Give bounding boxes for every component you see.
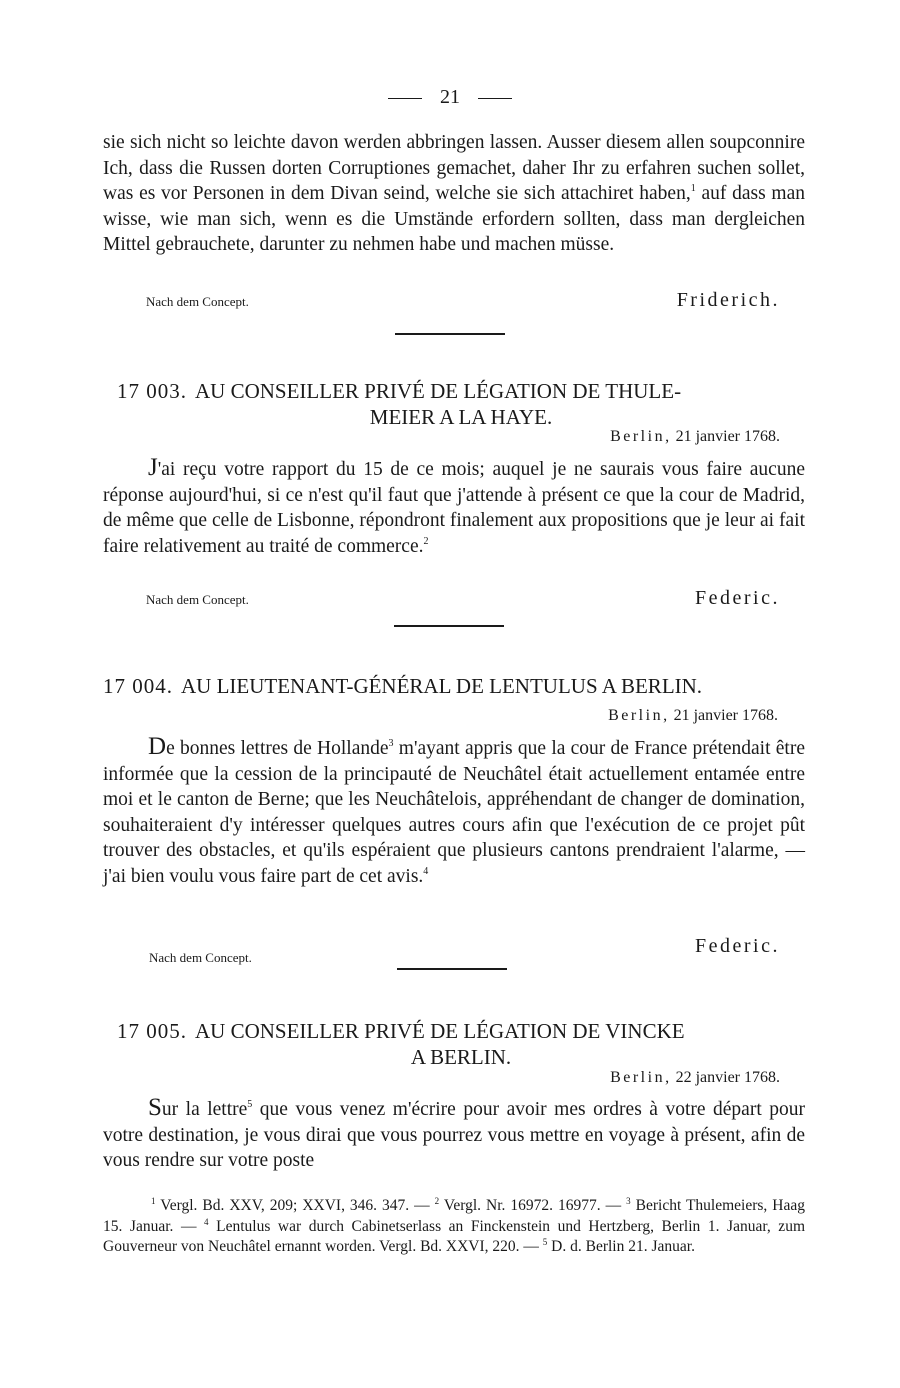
section-divider-2: [394, 625, 504, 627]
letter-17005-place: Berlin,: [610, 1069, 672, 1086]
letter-17004-text: m'ayant appris que la cour de France prétendait être informée que la cession de la principauté de Neuchâtel était actuellement entamée entre moi et le canton de Berne; que les Neuchâtelois, appréhendant de changer de domination, souhaiteraient d'y intéresser quelques autres cours afin que l'exécution de ce projet pût trouver des obstacles, et qu'ils espéraient que plusieurs cantons prendraient l'alarme, — j'ai bien voulu vous faire part de cet avis.: [103, 738, 805, 887]
header-dash-right: [478, 98, 512, 99]
footnote-4-text: Lentulus war durch Cabinetserlass an Finckenstein und Hertzberg, Berlin 1. Januar, zum Gouverneur von Neuchâtel ernannt worden. Vergl. Bd. XXVI, 220. —: [103, 1217, 805, 1255]
footnotes: [103, 1196, 805, 1258]
letter-17004-signature-line: [103, 930, 780, 965]
footnote-3-text: Bericht Thulemeiers, Haag 15. Januar. —: [103, 1197, 806, 1235]
letter-17005-initial: S: [148, 1094, 162, 1121]
letter-17004-signature: Federic.: [695, 935, 780, 957]
continuation-text-after: auf dass man wisse, wie man sich, wenn es die Umstände erfordern sollten, dass man dergleichen Mittel gebrauchete, darunter zu nehmen habe und machen müsse.: [103, 183, 805, 256]
continuation-signature: Friderich.: [676, 289, 780, 311]
letter-17004-initial: D: [148, 733, 167, 760]
letter-17003-number: 17 003.: [117, 379, 187, 403]
header-dash-left: [388, 98, 422, 99]
section-divider-3: [397, 968, 507, 970]
continuation-text: sie sich nicht so leichte davon werden abbringen lassen. Ausser diesem allen soupconnire Ich, dass die Russen dorten Corruptiones gemachet, daher Ihr zu erfahren suchen sollet, was es vor Personen in dem Divan seind, welche sie sich attachiret haben,: [103, 132, 805, 205]
letter-17004-number: 17 004.: [103, 674, 173, 698]
continuation-source: Nach dem Concept.: [146, 294, 249, 309]
letter-17003-source: Nach dem Concept.: [146, 592, 249, 607]
footnote-ref-5: 5: [247, 1099, 253, 1110]
footnote-2-text: Vergl. Nr. 16972. 16977. —: [439, 1197, 627, 1214]
footnote-5-text: D. d. Berlin 21. Januar.: [547, 1238, 695, 1255]
footnote-ref-1: 1: [690, 183, 696, 195]
continuation-signature-line: [103, 284, 780, 312]
letter-17005-date: 22 janvier 1768.: [675, 1069, 780, 1086]
letter-17005-body: [103, 1095, 805, 1174]
letter-17004-paragraph: [103, 734, 805, 890]
footnote-3-marker: 3: [626, 1196, 631, 1206]
footnote-2-marker: 2: [434, 1196, 440, 1206]
letter-17005-dateline: [610, 1069, 780, 1087]
letter-17005-title-line2: A BERLIN.: [410, 1045, 512, 1069]
letter-17005-paragraph: [103, 1095, 805, 1174]
letter-17003-signature: Federic.: [695, 587, 780, 609]
footnote-1-marker: 1: [151, 1196, 156, 1206]
footnote-4-marker: 4: [204, 1216, 209, 1227]
letter-17003-initial: J: [148, 454, 158, 481]
continuation-paragraph: [103, 130, 805, 258]
letter-17003-text: 'ai reçu votre rapport du 15 de ce mois; auquel je ne saurais vous faire aucune réponse aujourd'hui, si ce n'est qu'il faut que j'attende à présent ce que la cour de Madrid, de même que celle de Lisbonne, répondront finalement aux propositions que je leur ai fait faire relativement au traité de commerce.: [103, 459, 805, 557]
continuation-body: [103, 130, 805, 258]
letter-17003-paragraph: [103, 455, 805, 559]
letter-17003-date: 21 janvier 1768.: [675, 428, 780, 445]
letter-17004-body: [103, 734, 805, 890]
letter-17004-heading: [103, 673, 805, 699]
section-divider-1: [395, 333, 505, 335]
page-header: [0, 86, 900, 109]
letter-17005-number: 17 005.: [117, 1019, 187, 1043]
letter-17004-date: 21 janvier 1768.: [673, 707, 778, 724]
letter-17005-text: que vous venez m'écrire pour avoir mes ordres à votre départ pour votre destination, je vous dirai que vous pourrez vous mettre en voyage à présent, afin de vous rendre sur votre poste: [103, 1099, 805, 1172]
letter-17004-source: Nach dem Concept.: [149, 950, 252, 965]
letter-17003-title-line2: MEIER A LA HAYE.: [369, 405, 553, 429]
letter-17003-place: Berlin,: [610, 428, 672, 445]
footnote-ref-4: 4: [423, 865, 429, 877]
page-number: 21: [440, 86, 460, 108]
letter-17004-text-before: e bonnes lettres de Hollande: [166, 738, 389, 759]
letter-17004-title-line1: AU LIEUTENANT-GÉNÉRAL DE LENTULUS A BERLIN.: [181, 674, 703, 698]
letter-17003-heading: [103, 378, 805, 430]
letter-17005-title-line1: AU CONSEILLER PRIVÉ DE LÉGATION DE VINCKE: [195, 1019, 685, 1043]
letter-17004-place: Berlin,: [608, 707, 670, 724]
letter-17004-dateline: [608, 707, 778, 725]
footnote-ref-2: 2: [423, 535, 429, 547]
footnote-1-text: Vergl. Bd. XXV, 209; XXVI, 346. 347. —: [155, 1197, 435, 1214]
letter-17003-title-line1: AU CONSEILLER PRIVÉ DE LÉGATION DE THULE-: [195, 379, 682, 403]
letter-17003-body: [103, 455, 805, 559]
footnote-5-marker: 5: [542, 1237, 548, 1247]
footnote-ref-3: 3: [388, 738, 394, 749]
letter-17003-dateline: [610, 428, 780, 446]
letter-17003-signature-line: [103, 582, 780, 610]
letter-17005-heading: [103, 1018, 805, 1070]
letter-17005-text-before: ur la lettre: [161, 1099, 248, 1120]
